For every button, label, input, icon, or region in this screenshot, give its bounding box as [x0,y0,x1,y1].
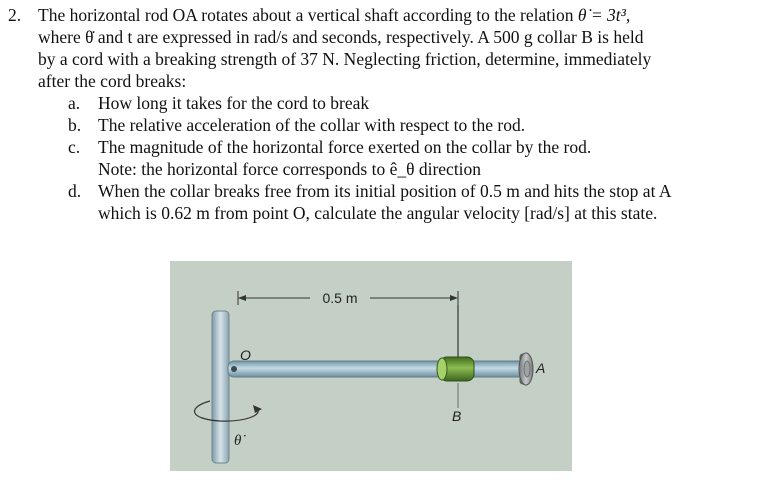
point-o-marker [231,366,237,372]
part-text: which is 0.62 m from point O, calculate the angular velocity [rad/s] at this state. [98,203,658,223]
statement-line [38,4,760,26]
rod-collar-figure [170,261,572,471]
statement-line: by a cord with a breaking strength of 37 N. Neglecting friction, determine, immediately [38,49,652,69]
part-text: Note: the horizontal force corresponds to ê_θ direction [98,159,482,179]
part-d-continued [68,202,760,224]
horizontal-rod [228,361,528,377]
problem-2 [8,4,760,224]
label-o: O [240,347,251,363]
statement-text: The horizontal rod OA rotates about a vertical shaft according to the relation [38,5,578,25]
vertical-shaft [212,311,229,463]
label-thetadot: θ̇ [234,433,242,449]
label-a: A [536,360,546,376]
part-c [68,136,760,158]
statement-line: where θ̇ and t are expressed in rad/s and seconds, respectively. A 500 g collar B is held [38,27,644,47]
part-text: The relative acceleration of the collar with respect to the rod. [98,115,526,135]
collar-face [437,358,447,380]
statement-line: after the cord breaks: [38,71,187,91]
figure-drawing [170,261,572,471]
problem-number: 2. [8,5,22,25]
part-b [68,114,760,136]
label-b: B [452,408,462,424]
part-text: How long it takes for the cord to break [98,93,370,113]
part-c-note [68,158,760,180]
part-d [68,180,760,202]
part-label: b. [68,115,82,135]
part-label: d. [68,181,82,201]
part-label: a. [68,93,81,113]
angular-velocity-relation: θ̇ = 3t³, [577,5,631,25]
part-text: The magnitude of the horizontal force exerted on the collar by the rod. [98,137,592,157]
part-a [68,92,760,114]
part-text: When the collar breaks free from its initial position of 0.5 m and hits the stop at A [98,181,672,201]
problem-statement [38,4,760,92]
part-label: c. [68,137,81,157]
stop-hub [524,361,530,377]
sub-questions [68,92,760,224]
dimension-label: 0.5 m [322,290,358,306]
